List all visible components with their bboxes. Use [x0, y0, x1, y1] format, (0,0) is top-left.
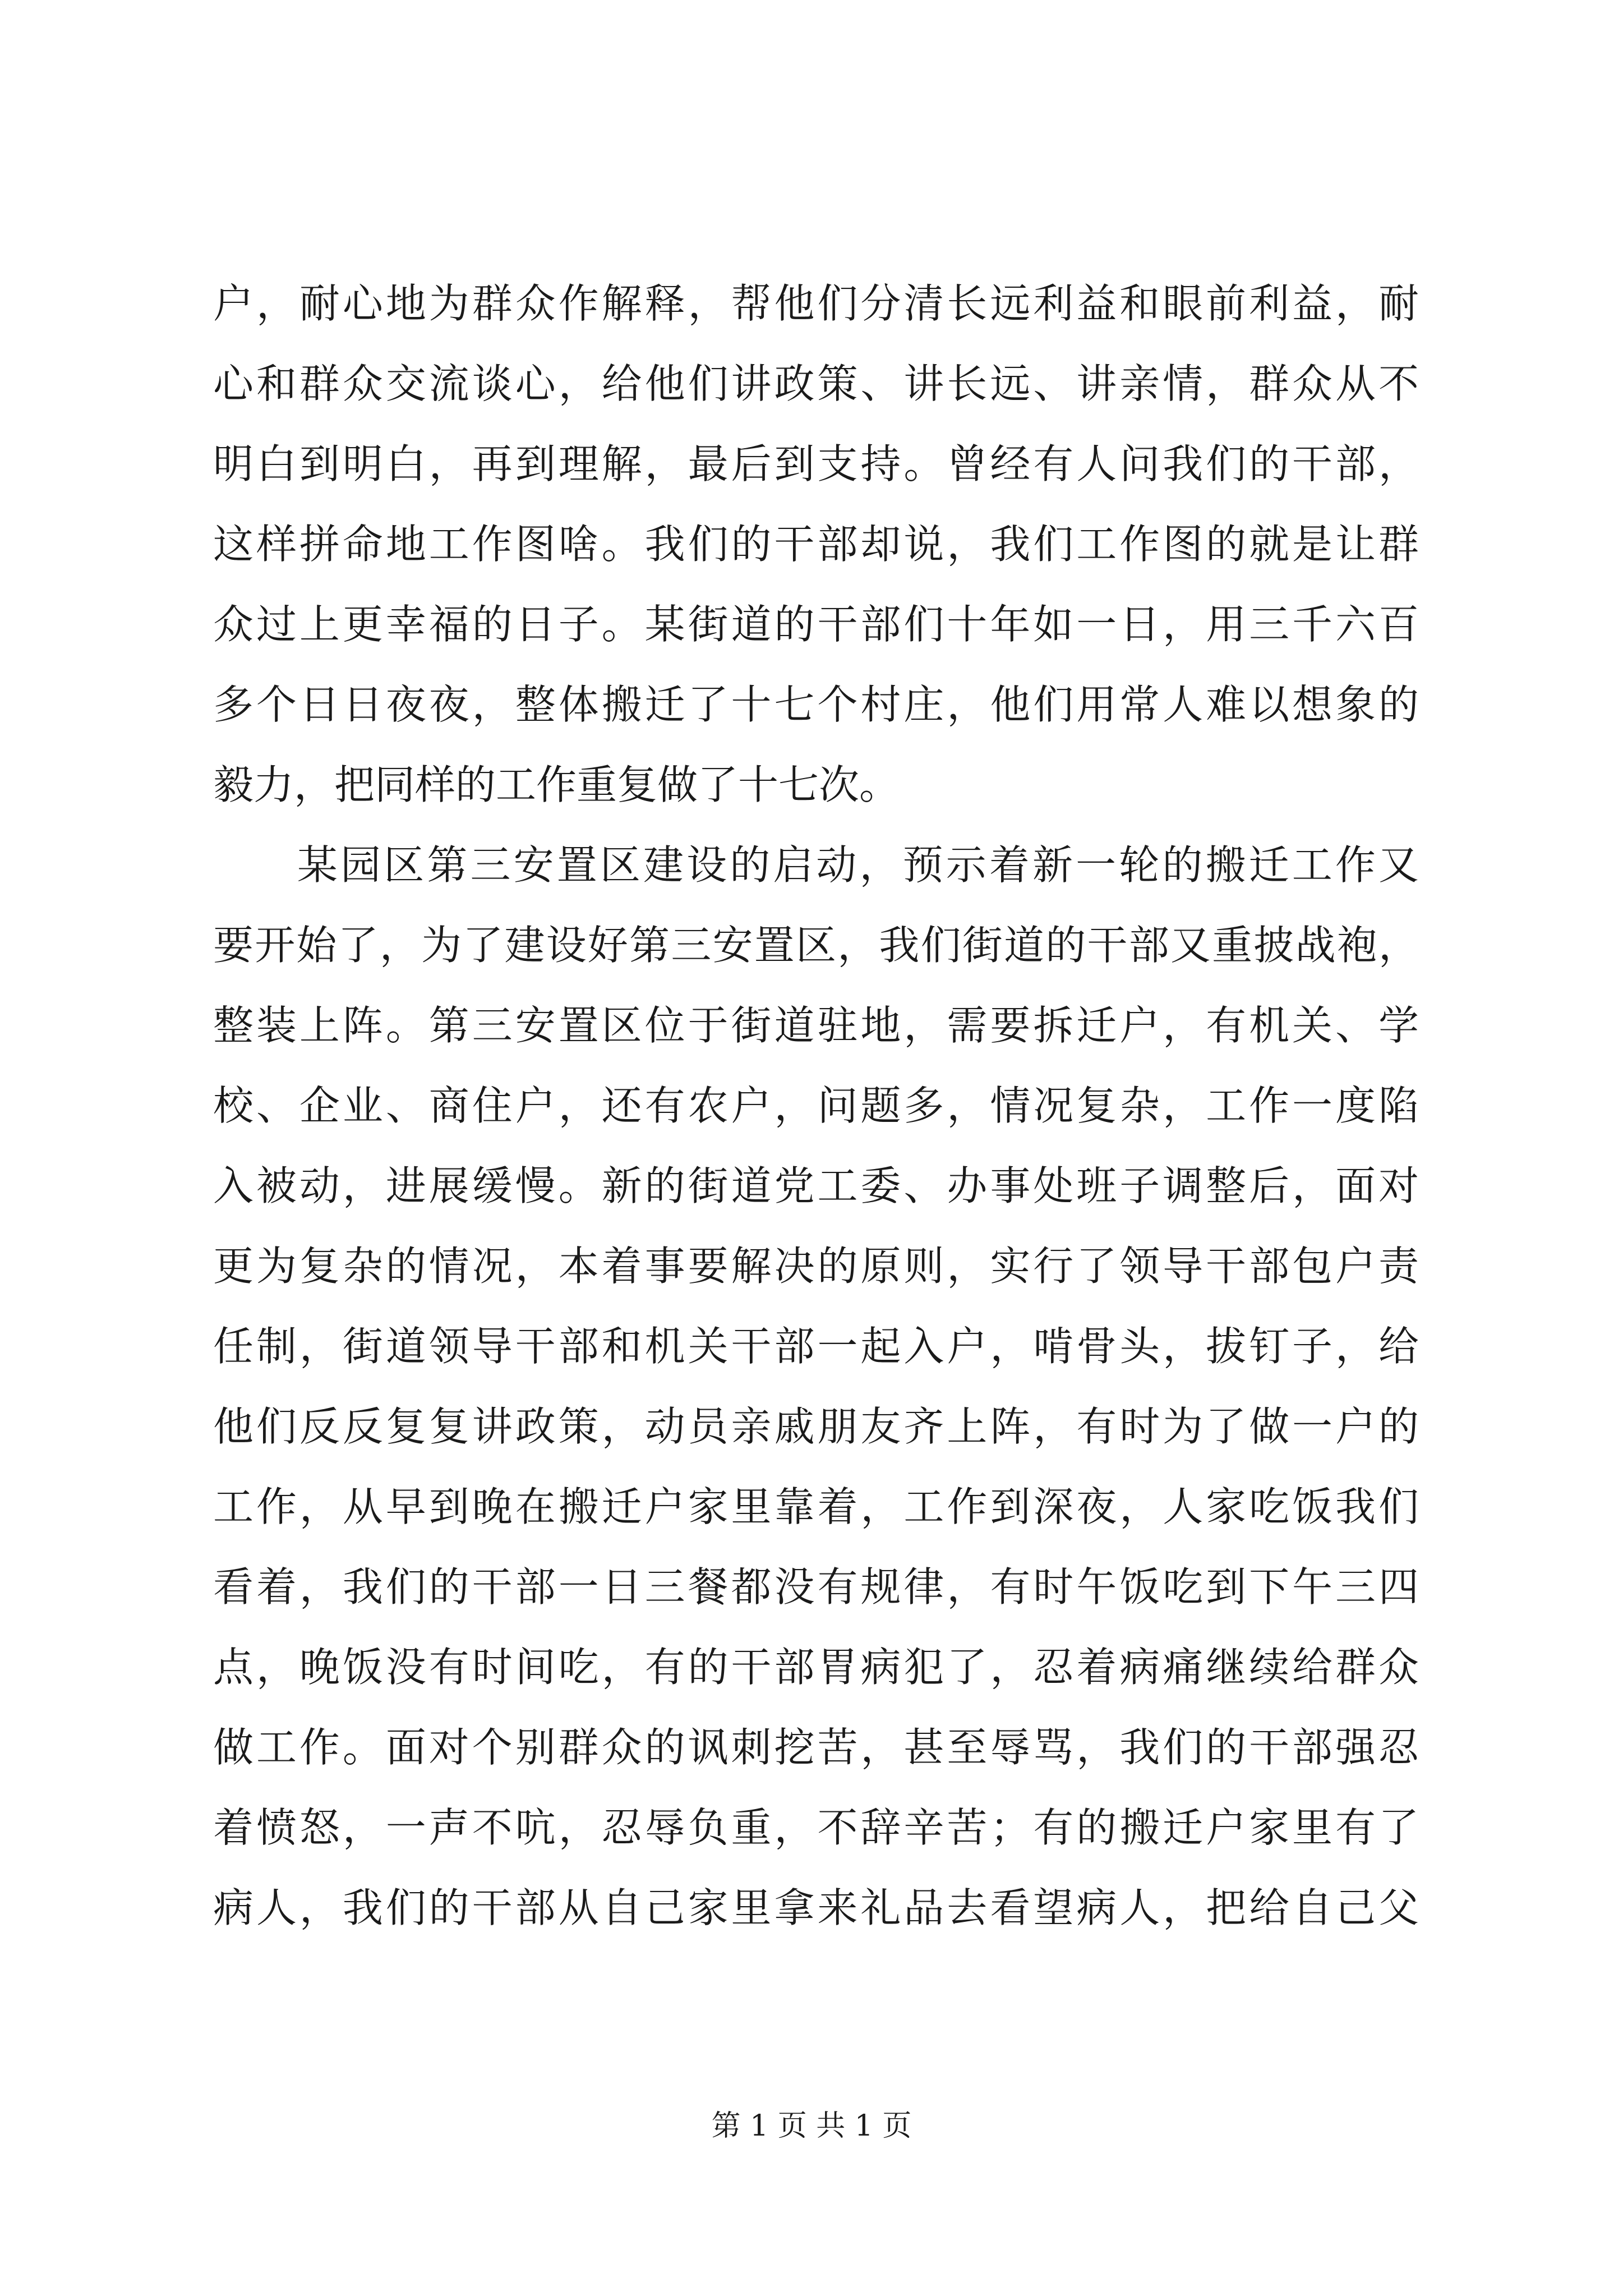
- text-line: 心和群众交流谈心，给他们讲政策、讲长远、讲亲情，群众从不: [213, 360, 1419, 407]
- text-line: 多个日日夜夜，整体搬迁了十七个村庄，他们用常人难以想象的: [213, 681, 1419, 728]
- text-line: 看着，我们的干部一日三餐都没有规律，有时午饭吃到下午三四: [213, 1563, 1419, 1611]
- body-text: [213, 264, 1419, 1948]
- text-line: 任制，街道领导干部和机关干部一起入户，啃骨头，拔钉子，给: [213, 1323, 1419, 1370]
- text-line: 入被动，进展缓慢。新的街道党工委、办事处班子调整后，面对: [213, 1162, 1419, 1209]
- text-line: 病人，我们的干部从自己家里拿来礼品去看望病人，把给自己父: [213, 1884, 1419, 1931]
- text-line: 明白到明白，再到理解，最后到支持。曾经有人问我们的干部，: [213, 440, 1419, 487]
- paragraph-first-line: 某园区第三安置区建设的启动，预示着新一轮的搬迁工作又: [297, 841, 1419, 889]
- text-line: 众过上更幸福的日子。某街道的干部们十年如一日，用三千六百: [213, 601, 1419, 648]
- text-line: 要开始了，为了建设好第三安置区，我们街道的干部又重披战袍，: [213, 922, 1419, 969]
- text-line: 着愤怒，一声不吭，忍辱负重，不辞辛苦；有的搬迁户家里有了: [213, 1804, 1419, 1851]
- text-line: 整装上阵。第三安置区位于街道驻地，需要拆迁户，有机关、学: [213, 1002, 1419, 1049]
- text-line: 工作，从早到晚在搬迁户家里靠着，工作到深夜，人家吃饭我们: [213, 1483, 1419, 1530]
- text-line: 做工作。面对个别群众的讽刺挖苦，甚至辱骂，我们的干部强忍: [213, 1724, 1419, 1771]
- text-line: 毅力，把同样的工作重复做了十七次。: [213, 761, 900, 808]
- page-number-footer: 第 1 页 共 1 页: [711, 2109, 912, 2143]
- text-line: 这样拼命地工作图啥。我们的干部却说，我们工作图的就是让群: [213, 521, 1419, 568]
- text-line: 更为复杂的情况，本着事要解决的原则，实行了领导干部包户责: [213, 1243, 1419, 1290]
- text-line: 校、企业、商住户，还有农户，问题多，情况复杂，工作一度陷: [213, 1082, 1419, 1129]
- text-line: 户，耐心地为群众作解释，帮他们分清长远利益和眼前利益，耐: [213, 280, 1419, 327]
- text-line: 他们反反复复讲政策，动员亲戚朋友齐上阵，有时为了做一户的: [213, 1403, 1419, 1450]
- text-line: 点，晚饭没有时间吃，有的干部胃病犯了，忍着病痛继续给群众: [213, 1644, 1419, 1691]
